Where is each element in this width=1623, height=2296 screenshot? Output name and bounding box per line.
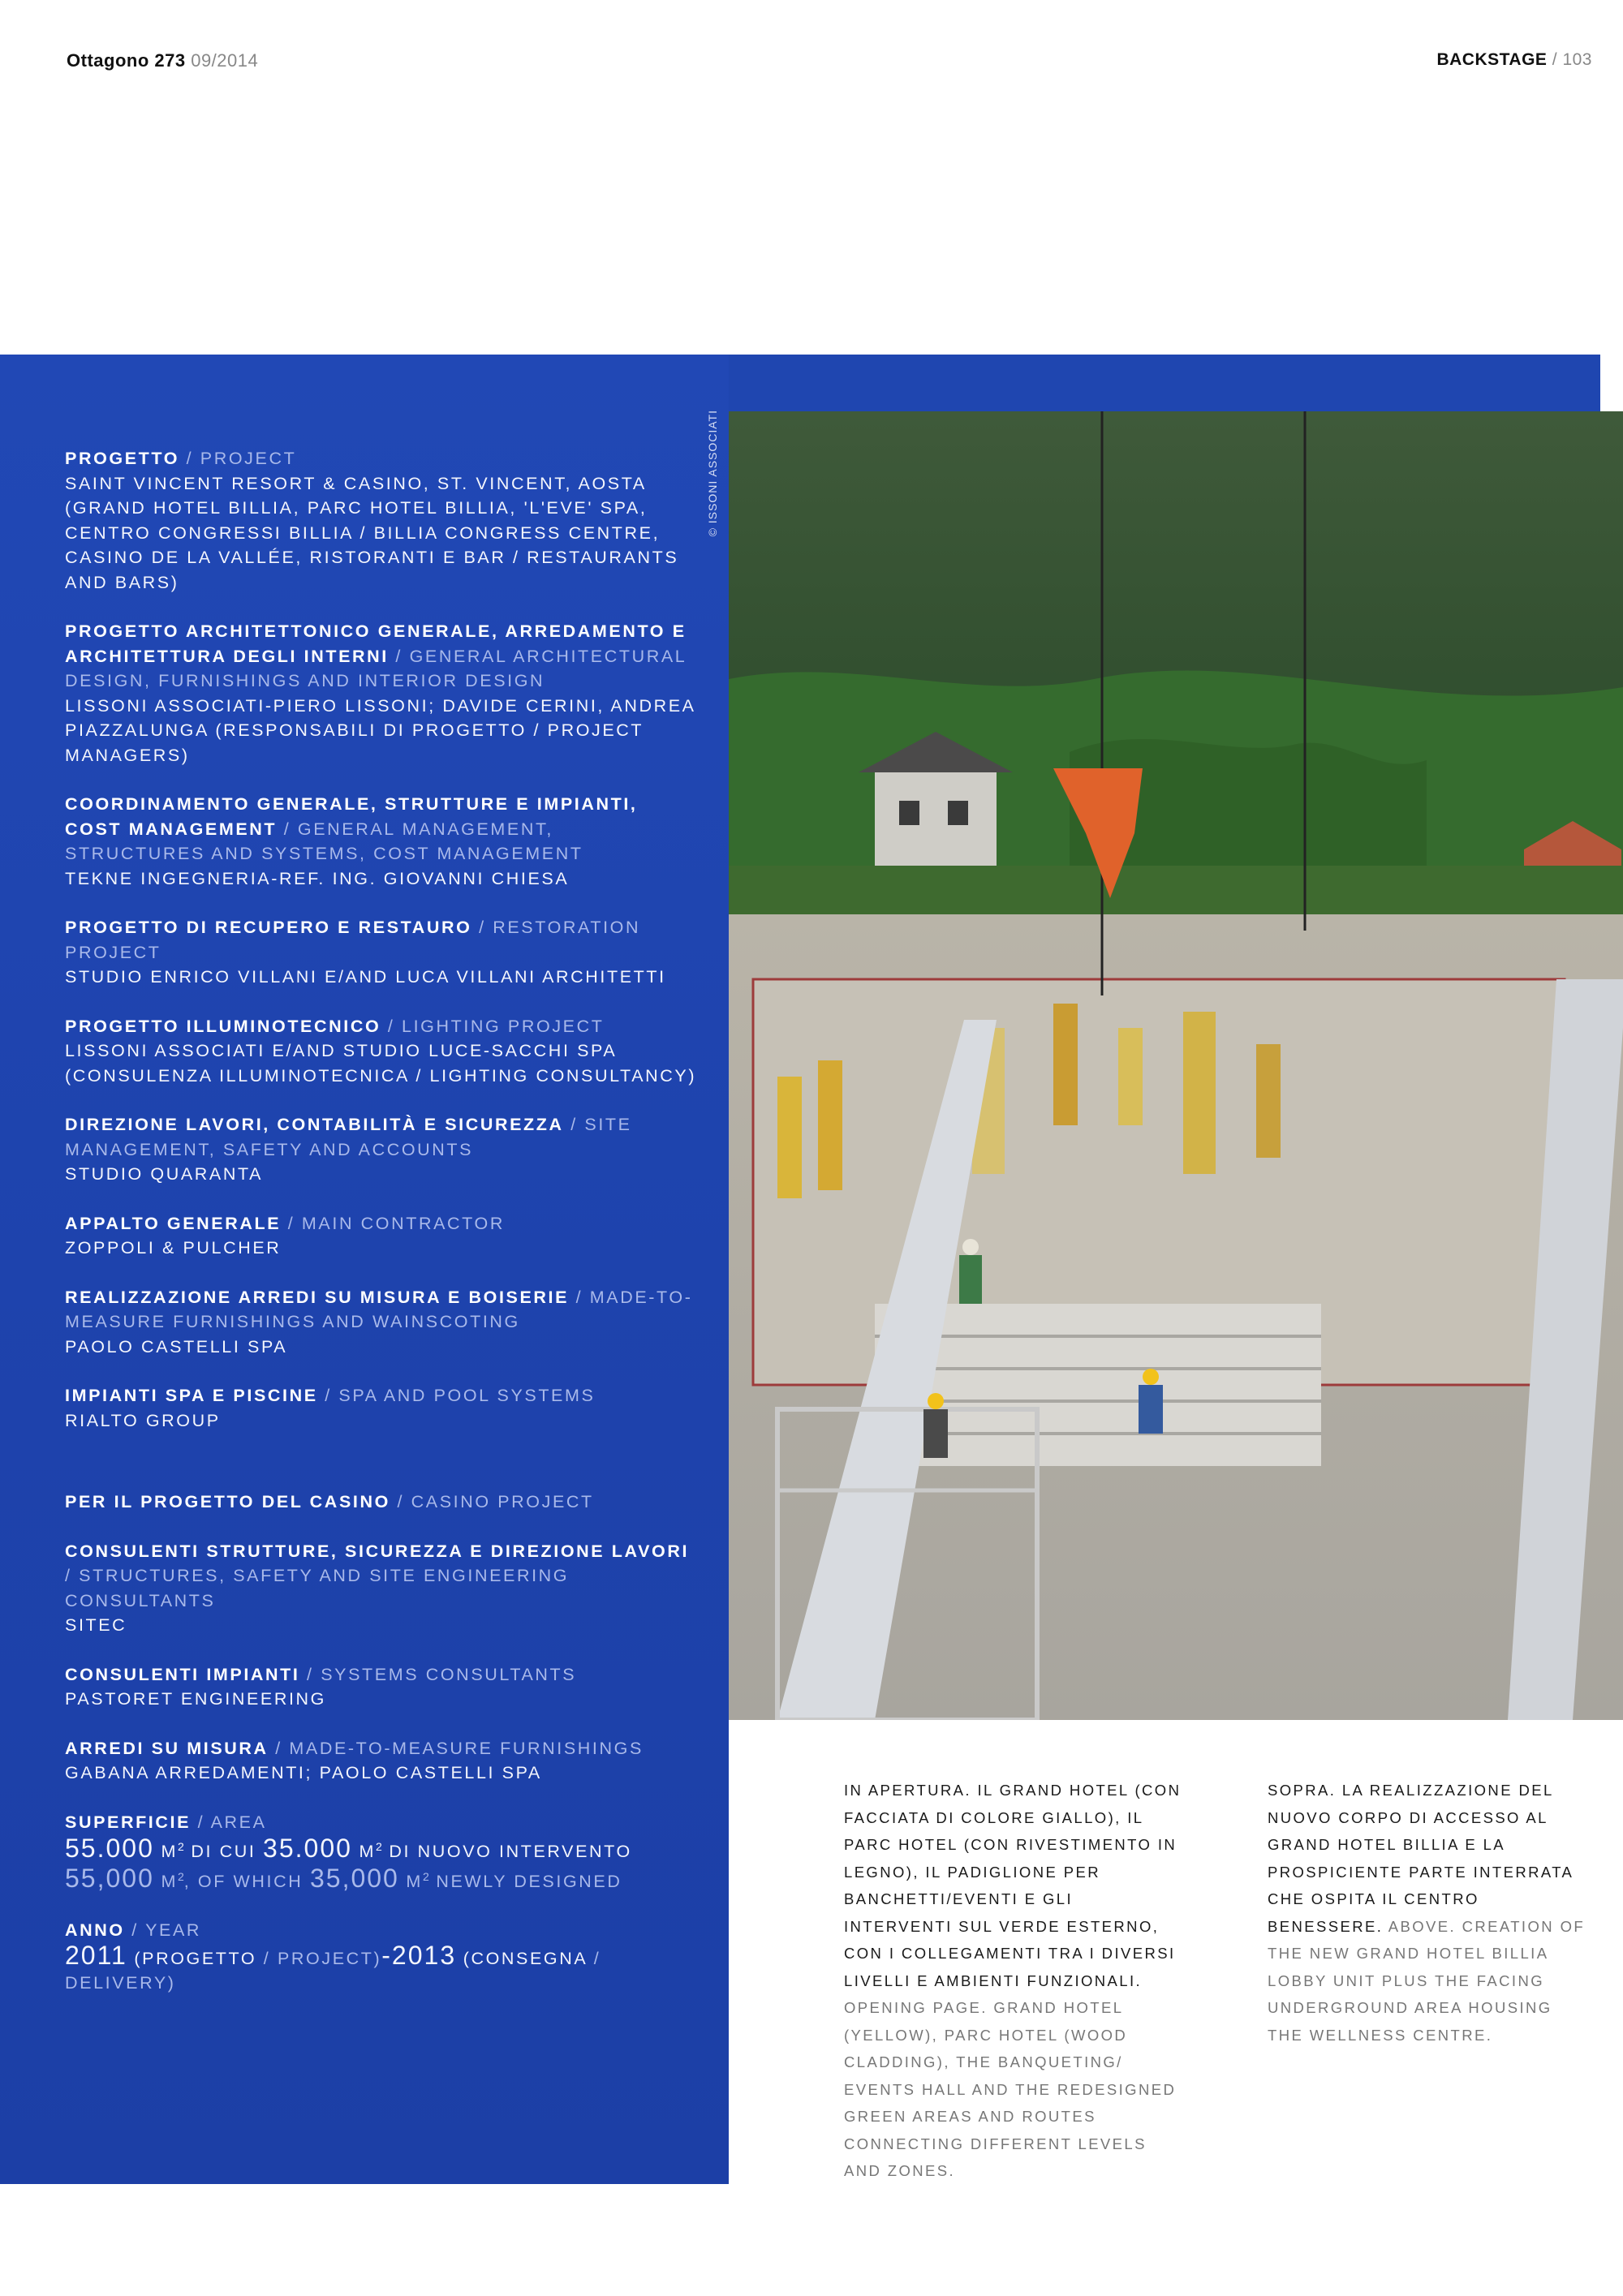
- casino-title-en: CASINO PROJECT: [411, 1492, 594, 1511]
- caption-above-it: SOPRA. LA REALIZZAZIONE DEL NUOVO CORPO DI ACCESSO AL GRAND HOTEL BILLIA E LA PROSPICIENTE PARTE INTERRATA CHE OSPITA IL CENTRO BENESSERE.: [1268, 1782, 1573, 1935]
- credit-label: PROGETTO: [65, 449, 180, 468]
- page-header-left: [67, 50, 258, 71]
- credit-label-en: GENERAL ARCHITECTURAL DESIGN, FURNISHINGS AND INTERIOR DESIGN: [65, 646, 687, 690]
- casino-label: ARREDI SU MISURA: [65, 1738, 269, 1758]
- year-block: [65, 1918, 698, 1996]
- year-label-line: [65, 1918, 698, 1943]
- slash: /: [268, 1738, 290, 1758]
- slash: /: [471, 918, 493, 937]
- slash: /: [397, 1492, 405, 1511]
- house: [875, 768, 997, 882]
- credit-label: IMPIANTI SPA E PISCINE: [65, 1386, 318, 1405]
- year-label: ANNO: [65, 1920, 125, 1941]
- casino-label-line: [65, 1736, 698, 1761]
- caption-above: [1268, 1777, 1592, 2049]
- casino-title-block: [65, 1490, 698, 1515]
- header-separator: /: [1552, 50, 1558, 69]
- credit-label-en: GENERAL MANAGEMENT, STRUCTURES AND SYSTEMS, COST MANAGEMENT: [65, 819, 583, 863]
- hedge: [729, 866, 1623, 914]
- year-start: 2011: [65, 1940, 127, 1970]
- timber-stack: [1118, 1028, 1143, 1125]
- credit-label: APPALTO GENERALE: [65, 1213, 282, 1233]
- construction-site-photo: [729, 411, 1623, 1720]
- casino-label-en: SYSTEMS CONSULTANTS: [321, 1664, 577, 1684]
- timber-stack: [818, 1060, 842, 1190]
- area-total-en: 55,000: [65, 1863, 154, 1893]
- caption-opening: [844, 1777, 1185, 2185]
- slash: /: [317, 1386, 339, 1405]
- casino-label-en: MADE-TO-MEASURE FURNISHINGS: [289, 1738, 644, 1758]
- area-unit-sup-en-2: 2: [422, 1869, 429, 1883]
- credit-label-line: [65, 1112, 698, 1162]
- credit-blocks: [65, 446, 698, 1433]
- area-new: 35.000: [263, 1834, 352, 1864]
- credit-value: SAINT VINCENT RESORT & CASINO, ST. VINCENT, AOSTA (GRAND HOTEL BILLIA, PARC HOTEL BILLIA, 'L'EVE' SPA, CENTRO CONGRESSI BILLIA / BILLIA CONGRESS CENTRE, CASINO DE LA VALLÉE, RISTORANTI E BAR / RESTAURANTS AND BARS): [65, 473, 679, 592]
- slash: /: [569, 1287, 590, 1307]
- caption-opening-en: OPENING PAGE. GRAND HOTEL (YELLOW), PARC HOTEL (WOOD CLADDING), THE BANQUETING/ EVENTS HALL AND THE REDESIGNED GREEN AREAS AND ROUTES CONNECTING DIFFERENT LEVELS AND ZONES.: [844, 1999, 1177, 2179]
- area-unit-2: M: [359, 1842, 376, 1862]
- credit-value: STUDIO QUARANTA: [65, 1164, 264, 1184]
- credit-label-line: [65, 1285, 698, 1335]
- casino-value: GABANA ARREDAMENTI; PAOLO CASTELLI SPA: [65, 1763, 542, 1782]
- year-start-it: (PROGETTO: [134, 1948, 257, 1968]
- area-unit: M: [161, 1842, 178, 1862]
- casino-value: SITEC: [65, 1615, 127, 1635]
- credit-label-en: LIGHTING PROJECT: [402, 1016, 605, 1036]
- casino-label-line: [65, 1539, 698, 1614]
- slash: /: [381, 1016, 403, 1036]
- credit-label: COORDINAMENTO GENERALE, STRUTTURE E IMPIANTI, COST MANAGEMENT: [65, 794, 638, 839]
- year-start-en: PROJECT): [277, 1948, 382, 1968]
- credit-block: [65, 1383, 698, 1433]
- slash: /: [179, 449, 200, 468]
- page-number: 103: [1562, 50, 1592, 69]
- area-unit-en-2: M: [406, 1871, 423, 1891]
- year-label-en: YEAR: [145, 1920, 202, 1941]
- credit-block: [65, 1211, 698, 1261]
- hard-hat: [928, 1393, 944, 1409]
- credit-block: [65, 915, 698, 990]
- area-unit-en: M: [161, 1871, 178, 1891]
- area-it-mid: DI CUI: [191, 1842, 256, 1862]
- casino-value: PASTORET ENGINEERING: [65, 1689, 326, 1709]
- credit-label: PROGETTO ILLUMINOTECNICO: [65, 1016, 381, 1036]
- area-en-line: [65, 1864, 698, 1894]
- credit-value: ZOPPOLI & PULCHER: [65, 1238, 282, 1258]
- timber-stack: [1256, 1044, 1281, 1158]
- photo-credit: © ISSONI ASSOCIATI: [706, 410, 719, 537]
- area-label-line: [65, 1810, 698, 1835]
- year-end-en: DELIVERY): [65, 1973, 176, 1993]
- credit-label-line: [65, 1014, 698, 1039]
- timber-stack: [1053, 1004, 1078, 1125]
- credit-label-line: [65, 1383, 698, 1408]
- slash: /: [131, 1920, 139, 1941]
- credit-value: LISSONI ASSOCIATI E/AND STUDIO LUCE-SACCHI SPA (CONSULENZA ILLUMINOTECNICA / LIGHTING CONSULTANCY): [65, 1041, 697, 1086]
- worker: [923, 1409, 948, 1458]
- credit-value: RIALTO GROUP: [65, 1410, 221, 1430]
- credit-label-line: [65, 446, 698, 471]
- area-unit-sup-en: 2: [177, 1869, 184, 1883]
- page-header-right: [1436, 50, 1592, 70]
- credits-list: [65, 446, 698, 2020]
- area-it-line: [65, 1834, 698, 1864]
- caption-opening-it: IN APERTURA. IL GRAND HOTEL (CON FACCIATA DI COLORE GIALLO), IL PARC HOTEL (CON RIVESTIMENTO IN LEGNO), IL PADIGLIONE PER BANCHETTI/EVENTI E GLI INTERVENTI SUL VERDE ESTERNO, CON I COLLEGAMENTI TRA I DIVERSI LIVELLI E AMBIENTI FUNZIONALI.: [844, 1782, 1182, 1989]
- timber-stack: [1183, 1012, 1216, 1174]
- area-unit-sup: 2: [177, 1840, 184, 1853]
- credit-label: DIREZIONE LAVORI, CONTABILITÀ E SICUREZZA: [65, 1115, 564, 1134]
- casino-title: PER IL PROGETTO DEL CASINO: [65, 1492, 390, 1511]
- worker: [1139, 1385, 1163, 1434]
- area-unit-sup-2: 2: [376, 1840, 382, 1853]
- timber-stack: [777, 1077, 802, 1198]
- casino-block: [65, 1736, 698, 1786]
- casino-label-en: STRUCTURES, SAFETY AND SITE ENGINEERING CONSULTANTS: [65, 1566, 570, 1610]
- area-block: [65, 1810, 698, 1894]
- photo-illustration: [729, 411, 1623, 1720]
- credit-label-en: PROJECT: [200, 449, 297, 468]
- slash: /: [563, 1115, 585, 1134]
- slash: /: [281, 1213, 302, 1233]
- credit-block: [65, 1014, 698, 1089]
- area-en-tail: NEWLY DESIGNED: [436, 1871, 622, 1891]
- area-label-en: AREA: [210, 1812, 267, 1832]
- slash: /: [299, 1664, 321, 1684]
- credit-block: [65, 792, 698, 891]
- credit-block: [65, 619, 698, 767]
- credit-label-en: SITE MANAGEMENT, SAFETY AND ACCOUNTS: [65, 1115, 632, 1159]
- credit-block: [65, 1285, 698, 1360]
- casino-title-line: [65, 1490, 698, 1515]
- casino-block: [65, 1539, 698, 1638]
- slash: /: [197, 1812, 205, 1832]
- credit-label: REALIZZAZIONE ARREDI SU MISURA E BOISERIE: [65, 1287, 570, 1307]
- credit-value: TEKNE INGEGNERIA-REF. ING. GIOVANNI CHIESA: [65, 868, 570, 888]
- credit-label-en: SPA AND POOL SYSTEMS: [338, 1386, 596, 1405]
- year-end-it: (CONSEGNA: [463, 1948, 588, 1968]
- credit-block: [65, 446, 698, 595]
- credit-label-line: [65, 619, 698, 694]
- casino-blocks: [65, 1539, 698, 1786]
- slash: /: [277, 819, 298, 839]
- credit-label: PROGETTO DI RECUPERO E RESTAURO: [65, 918, 472, 937]
- spacer: [65, 1457, 698, 1490]
- slash: /: [593, 1948, 601, 1968]
- caption-above-en: ABOVE. CREATION OF THE NEW GRAND HOTEL BILLIA LOBBY UNIT PLUS THE FACING UNDERGROUND AREA HOUSING THE WELLNESS CENTRE.: [1268, 1917, 1586, 2044]
- credit-label-en: RESTORATION PROJECT: [65, 918, 641, 962]
- area-new-en: 35,000: [309, 1863, 399, 1893]
- casino-label-line: [65, 1662, 698, 1688]
- slash: /: [65, 1566, 80, 1585]
- area-total: 55.000: [65, 1834, 154, 1864]
- credit-block: [65, 1112, 698, 1187]
- casino-block: [65, 1662, 698, 1712]
- credit-label-line: [65, 1211, 698, 1236]
- section-name: BACKSTAGE: [1436, 50, 1548, 69]
- issue-date: 09/2014: [191, 50, 259, 71]
- hard-hat: [1143, 1369, 1159, 1385]
- credit-value: STUDIO ENRICO VILLANI E/AND LUCA VILLANI ARCHITETTI: [65, 967, 666, 987]
- credit-label-line: [65, 792, 698, 866]
- credit-label-en: MADE-TO-MEASURE FURNISHINGS AND WAINSCOTING: [65, 1287, 693, 1331]
- window: [899, 801, 919, 825]
- area-it-tail: DI NUOVO INTERVENTO: [389, 1842, 632, 1862]
- credit-value: LISSONI ASSOCIATI-PIERO LISSONI; DAVIDE CERINI, ANDREA PIAZZALUNGA (RESPONSABILI DI PROGETTO / PROJECT MANAGERS): [65, 695, 695, 765]
- hard-hat: [962, 1239, 979, 1255]
- credit-label: PROGETTO ARCHITETTONICO GENERALE, ARREDAMENTO E ARCHITETTURA DEGLI INTERNI: [65, 621, 687, 666]
- year-value-line: [65, 1940, 698, 1996]
- window: [948, 801, 968, 825]
- casino-label: CONSULENTI IMPIANTI: [65, 1664, 300, 1684]
- area-en-mid: , OF WHICH: [183, 1871, 304, 1891]
- casino-label: CONSULENTI STRUTTURE, SICUREZZA E DIREZIONE LAVORI: [65, 1541, 690, 1561]
- slash: /: [263, 1948, 271, 1968]
- slash: /: [388, 646, 410, 666]
- magazine-name: Ottagono 273: [67, 50, 186, 71]
- year-end: -2013: [381, 1940, 457, 1970]
- credit-label-en: MAIN CONTRACTOR: [301, 1213, 505, 1233]
- worker: [959, 1255, 982, 1304]
- credit-label-line: [65, 915, 698, 965]
- credit-value: PAOLO CASTELLI SPA: [65, 1336, 288, 1357]
- area-label: SUPERFICIE: [65, 1812, 192, 1832]
